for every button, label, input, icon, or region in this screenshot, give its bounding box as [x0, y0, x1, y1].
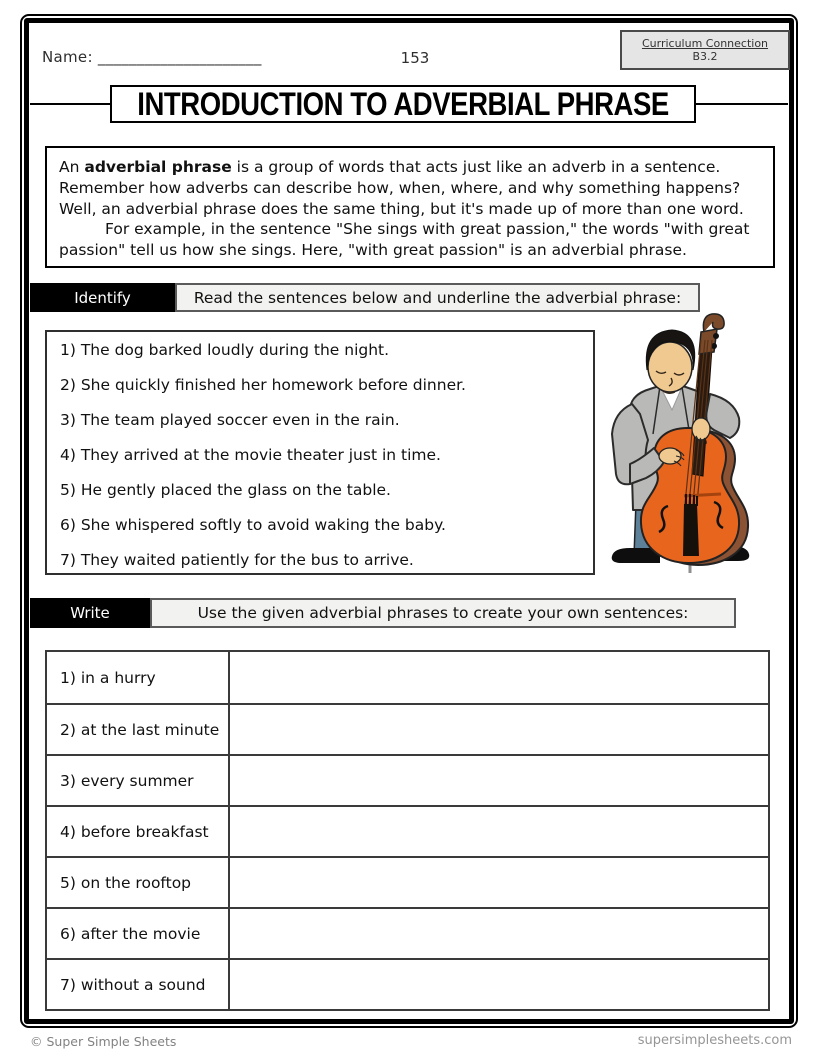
write-table: [45, 650, 770, 1011]
sentences-box: [45, 330, 595, 575]
write-section-label: Write: [30, 598, 150, 628]
phrase-cell: 4) before breakfast: [47, 805, 230, 856]
sentence-item[interactable]: 6) She whispered softly to avoid waking the baby.: [60, 515, 446, 534]
phrase-cell: 3) every summer: [47, 754, 230, 805]
website-text: supersimplesheets.com: [637, 1033, 792, 1048]
answer-cell[interactable]: [230, 652, 768, 703]
sentence-item[interactable]: 2) She quickly finished her homework before dinner.: [60, 375, 466, 394]
sentence-item[interactable]: 4) They arrived at the movie theater just in time.: [60, 445, 441, 464]
sentence-item[interactable]: 3) The team played soccer even in the rain.: [60, 410, 400, 429]
bass-tailpiece: [683, 504, 699, 556]
answer-cell[interactable]: [230, 703, 768, 754]
answer-cell[interactable]: [230, 805, 768, 856]
sentence-item[interactable]: 5) He gently placed the glass on the table.: [60, 480, 391, 499]
definition-text: An: [59, 158, 85, 176]
page-title: INTRODUCTION TO ADVERBIAL PHRASE: [137, 85, 669, 122]
write-instruction: Use the given adverbial phrases to create your own sentences:: [150, 598, 736, 628]
sentence-item[interactable]: 7) They waited patiently for the bus to arrive.: [60, 550, 414, 569]
definition-paragraph-2: For example, in the sentence "She sings with great passion," the words "with great passion" tell us how she sings. Here, "with great passion" is an adverbial phrase.: [59, 220, 750, 260]
phrase-cell: 5) on the rooftop: [47, 856, 230, 907]
worksheet-title-box: [110, 85, 696, 123]
phrase-cell: 7) without a sound: [47, 958, 230, 1009]
name-row: [42, 48, 262, 66]
page-number: 153: [400, 49, 430, 67]
phrase-cell: 2) at the last minute: [47, 703, 230, 754]
name-blank-line[interactable]: _____________________: [97, 48, 262, 66]
definition-box: [45, 146, 775, 268]
left-hand: [692, 418, 710, 440]
phrase-cell: 1) in a hurry: [47, 652, 230, 703]
definition-paragraph-1: [59, 157, 761, 219]
sentence-item[interactable]: 1) The dog barked loudly during the night.: [60, 340, 390, 359]
tuning-peg-icon: [713, 333, 719, 339]
answer-cell[interactable]: [230, 907, 768, 958]
copyright-text: © Super Simple Sheets: [30, 1034, 177, 1049]
answer-cell[interactable]: [230, 958, 768, 1009]
man-playing-double-bass-illustration: [600, 312, 765, 574]
curriculum-connection-title: Curriculum Connection: [641, 37, 769, 50]
name-label: Name:: [42, 48, 93, 66]
identify-instruction: Read the sentences below and underline the adverbial phrase:: [175, 283, 700, 312]
curriculum-connection-box: [620, 30, 790, 70]
answer-cell[interactable]: [230, 754, 768, 805]
phrase-cell: 6) after the movie: [47, 907, 230, 958]
identify-section-label: Identify: [30, 283, 175, 312]
curriculum-connection-code: B3.2: [692, 50, 718, 63]
definition-text: is a group of words that acts just like an adverb in a sentence. Remember how adverbs can describe how, when, where, and why something happens? Well, an adverbial phrase does the same thing, but it's made up of more than one word.: [59, 158, 744, 218]
answer-cell[interactable]: [230, 856, 768, 907]
definition-bold-term: adverbial phrase: [84, 158, 232, 176]
